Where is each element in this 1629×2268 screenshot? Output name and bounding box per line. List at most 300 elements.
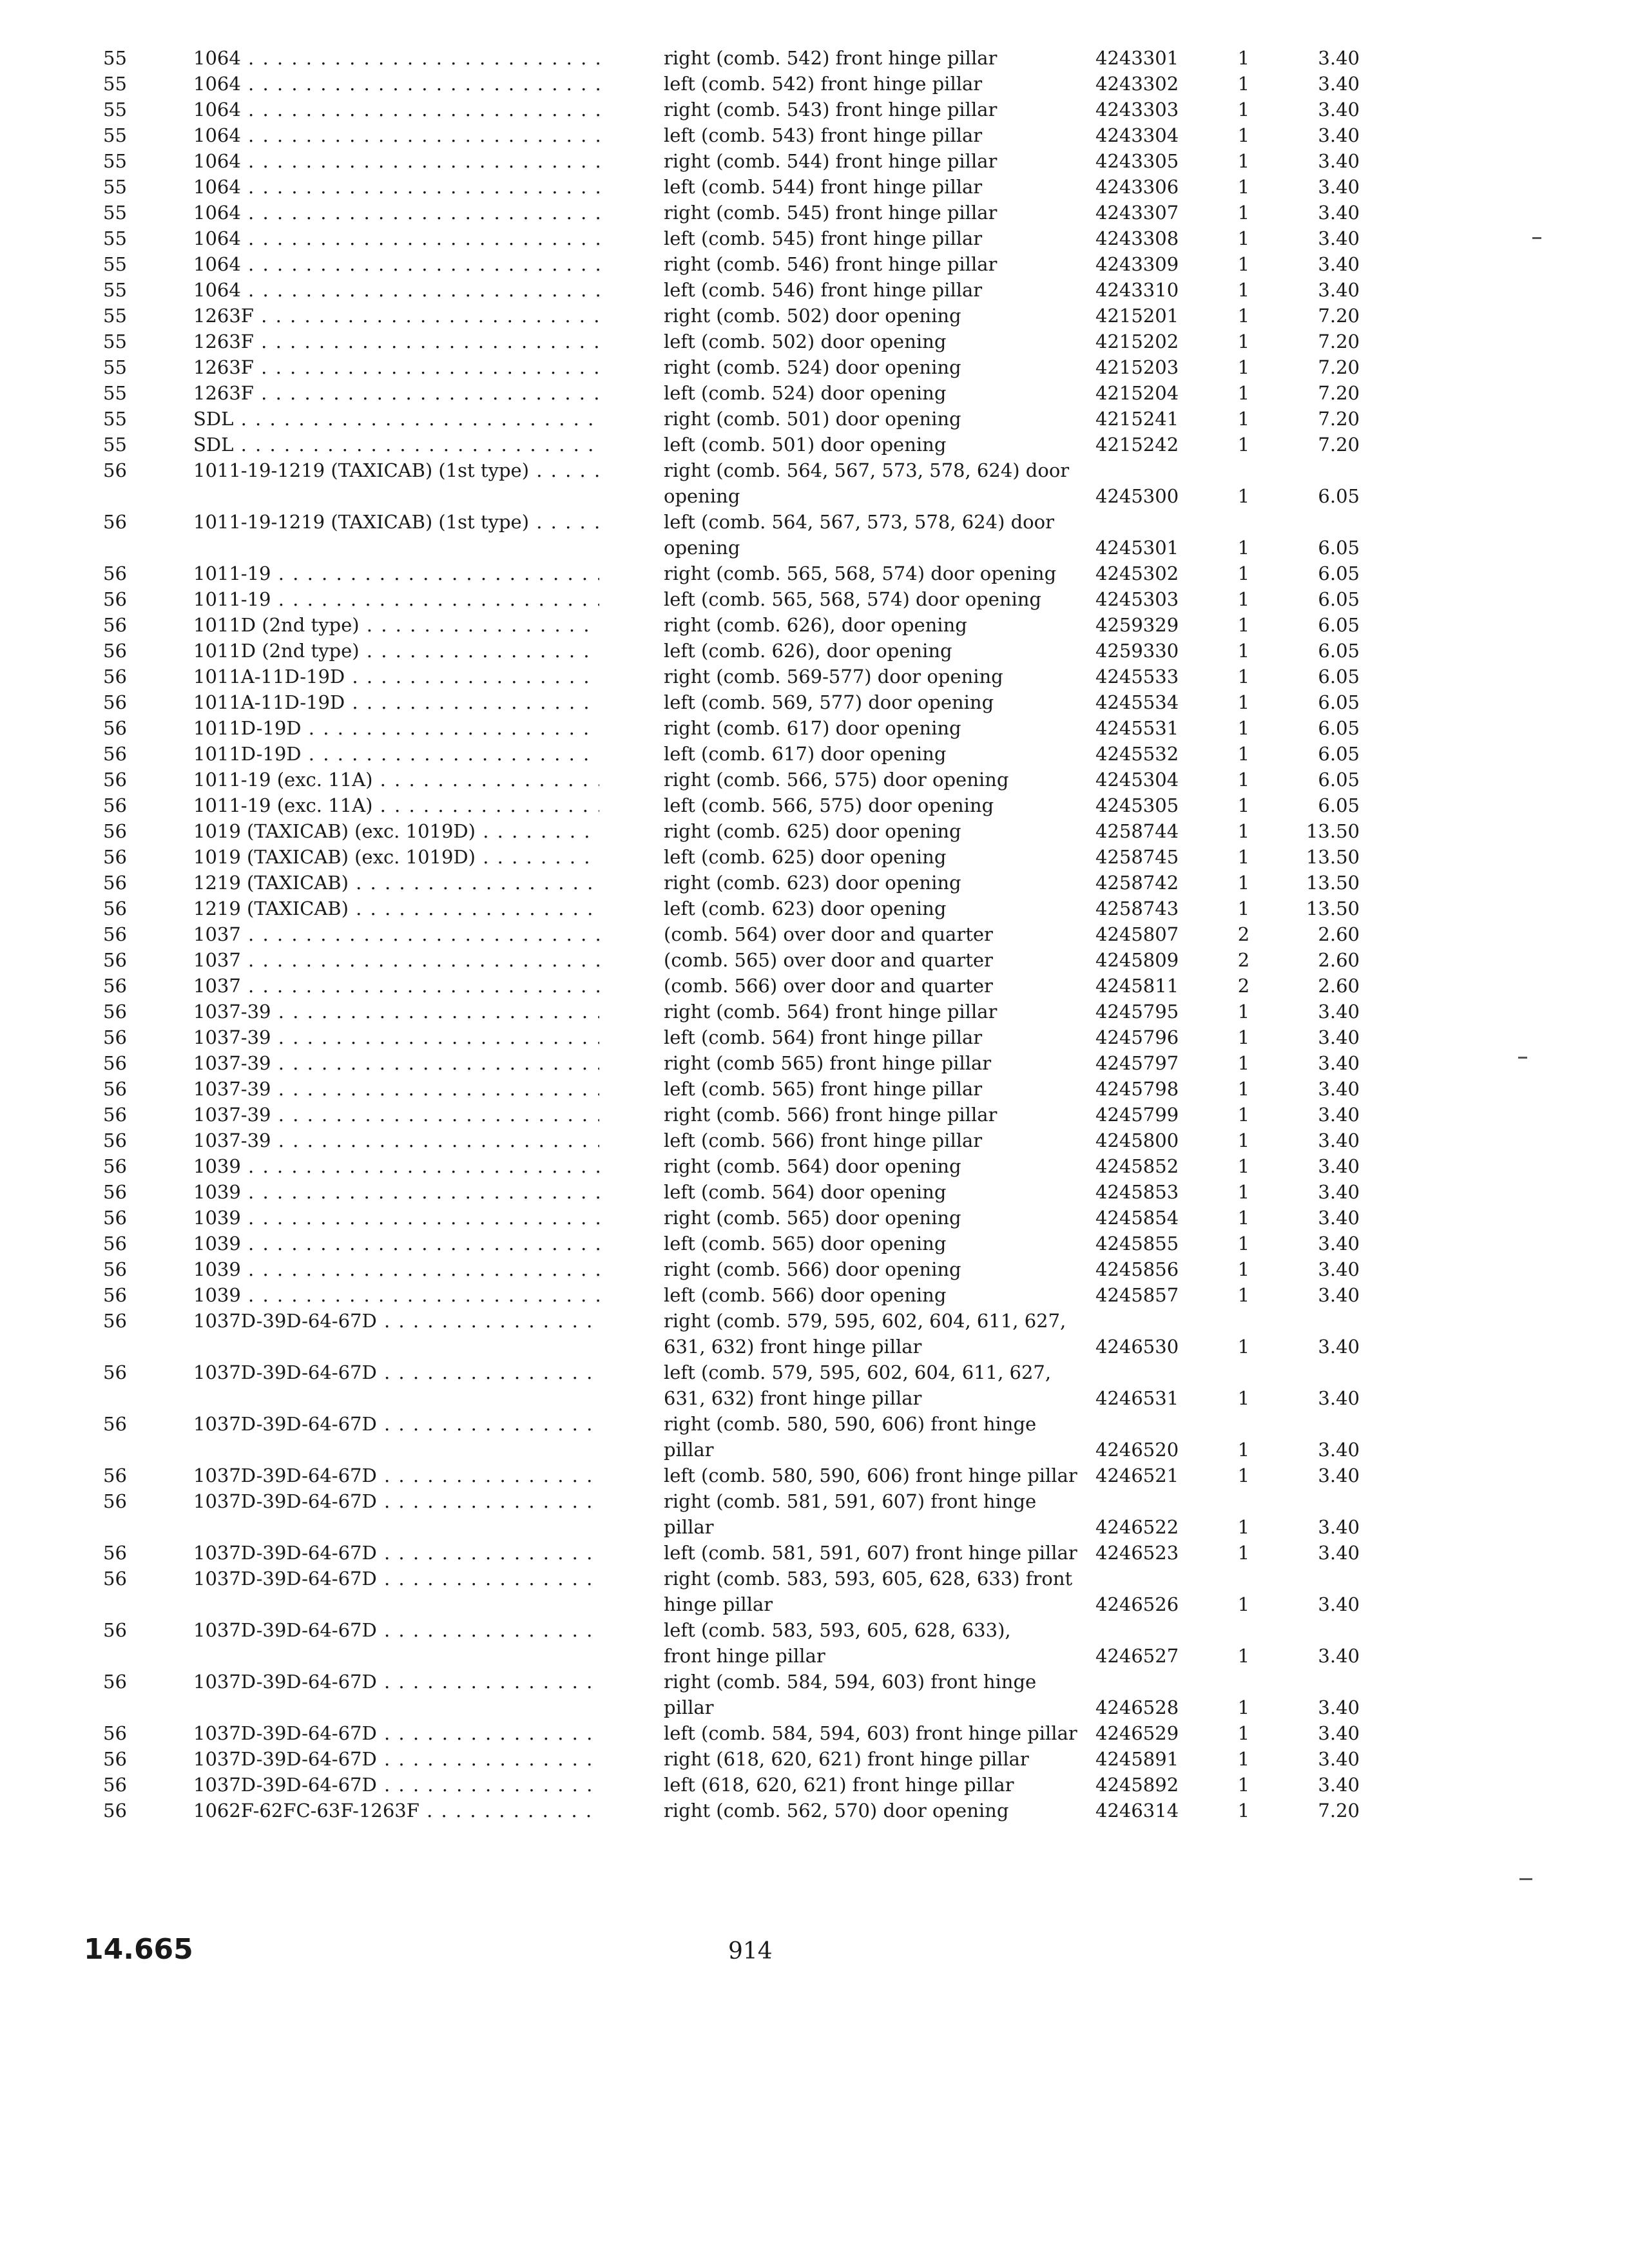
year-cell: 56	[103, 1748, 127, 1770]
description-cell: right (comb. 617) door opening	[664, 717, 961, 739]
model-cell: 1037D-39D-64-67D . . .	[180, 1411, 599, 1437]
description-cell: left (comb. 579, 595, 602, 604, 611, 627, 631, 632) front hinge pillar	[664, 1361, 1052, 1409]
price-cell: 3.40	[1318, 1052, 1360, 1074]
table-row	[84, 921, 1456, 947]
price-cell: 7.20	[1318, 434, 1360, 456]
year-cell: 56	[103, 923, 127, 945]
part-number-cell: 4245302	[1095, 562, 1179, 584]
model-cell: 1037-39 . . .	[180, 1128, 599, 1153]
year-cell: 56	[103, 872, 127, 894]
quantity-cell: 1	[1237, 846, 1250, 868]
quantity-cell: 1	[1237, 1387, 1250, 1409]
model-cell: 1011A-11D-19D . . .	[180, 689, 599, 715]
model-cell: 1037D-39D-64-67D . . .	[180, 1566, 599, 1591]
year-cell: 55	[103, 99, 127, 120]
part-number-cell: 4245854	[1095, 1207, 1179, 1229]
model-cell: 1011-19 . . .	[180, 561, 599, 586]
model-cell: 1039 . . .	[180, 1282, 599, 1308]
model-cell: 1037-39 . . .	[180, 1076, 599, 1102]
quantity-cell: 1	[1237, 227, 1250, 249]
year-cell: 56	[103, 1413, 127, 1435]
year-cell: 56	[103, 1052, 127, 1074]
quantity-cell: 1	[1237, 1129, 1250, 1151]
part-number-cell: 4243304	[1095, 124, 1179, 146]
part-number-cell: 4246531	[1095, 1387, 1179, 1409]
description-cell: right (comb. 502) door opening	[664, 305, 961, 327]
year-cell: 56	[103, 1207, 127, 1229]
part-number-cell: 4245797	[1095, 1052, 1179, 1074]
price-cell: 13.50	[1306, 820, 1360, 842]
table-row	[84, 638, 1456, 664]
model-cell: SDL . . .	[180, 406, 599, 432]
model-cell: 1062F-62FC-63F-1263F . . .	[180, 1798, 599, 1823]
part-number-cell: 4245301	[1095, 537, 1179, 559]
model-cell: 1011-19 (exc. 11A) . . .	[180, 793, 599, 818]
price-cell: 3.40	[1318, 1387, 1360, 1409]
year-cell: 55	[103, 253, 127, 275]
description-cell: right (comb. 562, 570) door opening	[664, 1800, 1009, 1821]
description-cell: right (comb. 546) front hinge pillar	[664, 253, 998, 275]
description-cell: right (comb. 544) front hinge pillar	[664, 150, 998, 172]
description-cell: left (comb. 545) front hinge pillar	[664, 227, 983, 249]
description-cell: left (comb. 502) door opening	[664, 331, 947, 352]
model-cell: 1064 . . .	[180, 148, 599, 174]
table-row	[84, 818, 1456, 844]
table-row	[84, 1772, 1456, 1798]
description-cell: left (comb. 569, 577) door opening	[664, 691, 994, 713]
model-cell: 1064 . . .	[180, 71, 599, 97]
part-number-cell: 4215203	[1095, 356, 1179, 378]
price-cell: 3.40	[1318, 1722, 1360, 1744]
table-row	[84, 303, 1456, 329]
description-cell: left (comb. 524) door opening	[664, 382, 947, 404]
price-cell: 6.05	[1318, 588, 1360, 610]
table-row	[84, 1669, 1456, 1720]
year-cell: 56	[103, 691, 127, 713]
year-cell: 55	[103, 176, 127, 198]
description-cell: left (618, 620, 621) front hinge pillar	[664, 1774, 1014, 1796]
part-number-cell: 4245811	[1095, 975, 1179, 997]
description-cell: right (618, 620, 621) front hinge pillar	[664, 1748, 1029, 1770]
quantity-cell: 1	[1237, 1800, 1250, 1821]
table-row	[84, 1050, 1456, 1076]
table-row	[84, 1102, 1456, 1128]
quantity-cell: 2	[1237, 949, 1250, 971]
description-cell: left (comb. 583, 593, 605, 628, 633), front hinge pillar	[664, 1619, 1011, 1667]
model-cell: 1037D-39D-64-67D . . .	[180, 1669, 599, 1695]
part-number-cell: 4245532	[1095, 743, 1179, 765]
part-number-cell: 4245892	[1095, 1774, 1179, 1796]
description-cell: left (comb. 623) door opening	[664, 898, 947, 919]
quantity-cell: 1	[1237, 73, 1250, 95]
table-row	[84, 380, 1456, 406]
price-cell: 3.40	[1318, 1336, 1360, 1358]
price-cell: 6.05	[1318, 666, 1360, 687]
price-cell: 3.40	[1318, 1155, 1360, 1177]
price-cell: 3.40	[1318, 1645, 1360, 1667]
description-cell: left (comb. 626), door opening	[664, 640, 952, 662]
quantity-cell: 1	[1237, 1722, 1250, 1744]
table-row	[84, 329, 1456, 354]
quantity-cell: 1	[1237, 1593, 1250, 1615]
table-row	[84, 226, 1456, 251]
year-cell: 55	[103, 382, 127, 404]
price-cell: 3.40	[1318, 1542, 1360, 1564]
price-cell: 3.40	[1318, 1284, 1360, 1306]
description-cell: left (comb. 565, 568, 574) door opening	[664, 588, 1041, 610]
quantity-cell: 1	[1237, 1284, 1250, 1306]
year-cell: 55	[103, 150, 127, 172]
part-number-cell: 4259330	[1095, 640, 1179, 662]
table-row	[84, 1179, 1456, 1205]
quantity-cell: 2	[1237, 923, 1250, 945]
quantity-cell: 1	[1237, 588, 1250, 610]
price-cell: 6.05	[1318, 743, 1360, 765]
quantity-cell: 1	[1237, 872, 1250, 894]
model-cell: 1219 (TAXICAB) . . .	[180, 896, 599, 921]
price-cell: 2.60	[1318, 975, 1360, 997]
description-cell: left (comb. 544) front hinge pillar	[664, 176, 983, 198]
part-number-cell: 4245531	[1095, 717, 1179, 739]
quantity-cell: 2	[1237, 975, 1250, 997]
description-cell: right (comb. 583, 593, 605, 628, 633) front hinge pillar	[664, 1568, 1073, 1615]
year-cell: 56	[103, 820, 127, 842]
part-number-cell: 4245798	[1095, 1078, 1179, 1100]
price-cell: 6.05	[1318, 640, 1360, 662]
description-cell: right (comb. 542) front hinge pillar	[664, 47, 998, 69]
table-row	[84, 973, 1456, 999]
year-cell: 56	[103, 1490, 127, 1512]
description-cell: left (comb. 584, 594, 603) front hinge pillar	[664, 1722, 1077, 1744]
table-row	[84, 999, 1456, 1024]
part-number-cell: 4245853	[1095, 1181, 1179, 1203]
quantity-cell: 1	[1237, 331, 1250, 352]
model-cell: 1037-39 . . .	[180, 1102, 599, 1128]
model-cell: 1263F . . .	[180, 354, 599, 380]
quantity-cell: 1	[1237, 1078, 1250, 1100]
part-number-cell: 4215242	[1095, 434, 1179, 456]
part-number-cell: 4258745	[1095, 846, 1179, 868]
description-cell: left (comb. 501) door opening	[664, 434, 947, 456]
table-row	[84, 715, 1456, 741]
table-row	[84, 1566, 1456, 1617]
quantity-cell: 1	[1237, 150, 1250, 172]
description-cell: right (comb 565) front hinge pillar	[664, 1052, 992, 1074]
description-cell: left (comb. 581, 591, 607) front hinge pillar	[664, 1542, 1077, 1564]
margin-mark	[1519, 1878, 1532, 1880]
quantity-cell: 1	[1237, 1542, 1250, 1564]
description-cell: left (comb. 543) front hinge pillar	[664, 124, 983, 146]
year-cell: 56	[103, 614, 127, 636]
description-cell: left (comb. 564) door opening	[664, 1181, 947, 1203]
description-cell: left (comb. 625) door opening	[664, 846, 947, 868]
table-row	[84, 741, 1456, 767]
price-cell: 3.40	[1318, 1696, 1360, 1718]
quantity-cell: 1	[1237, 305, 1250, 327]
quantity-cell: 1	[1237, 1052, 1250, 1074]
model-cell: 1011D (2nd type) . . .	[180, 612, 599, 638]
description-cell: right (comb. 501) door opening	[664, 408, 961, 430]
description-cell: left (comb. 565) door opening	[664, 1233, 947, 1254]
table-row	[84, 277, 1456, 303]
quantity-cell: 1	[1237, 1181, 1250, 1203]
year-cell: 56	[103, 1026, 127, 1048]
model-cell: 1037D-39D-64-67D . . .	[180, 1772, 599, 1798]
year-cell: 55	[103, 331, 127, 352]
description-cell: (comb. 566) over door and quarter	[664, 975, 993, 997]
part-number-cell: 4215202	[1095, 331, 1179, 352]
quantity-cell: 1	[1237, 614, 1250, 636]
description-cell: right (comb. 626), door opening	[664, 614, 967, 636]
part-number-cell: 4245533	[1095, 666, 1179, 687]
part-number-cell: 4245304	[1095, 769, 1179, 791]
year-cell: 56	[103, 1722, 127, 1744]
part-number-cell: 4243302	[1095, 73, 1179, 95]
year-cell: 56	[103, 588, 127, 610]
model-cell: 1263F . . .	[180, 380, 599, 406]
price-cell: 7.20	[1318, 305, 1360, 327]
year-cell: 56	[103, 1568, 127, 1590]
quantity-cell: 1	[1237, 562, 1250, 584]
price-cell: 3.40	[1318, 1748, 1360, 1770]
description-cell: right (comb. 566) door opening	[664, 1258, 961, 1280]
table-row	[84, 1463, 1456, 1488]
model-cell: 1037D-39D-64-67D . . .	[180, 1617, 599, 1643]
year-cell: 56	[103, 898, 127, 919]
price-cell: 3.40	[1318, 1258, 1360, 1280]
model-cell: 1039 . . .	[180, 1231, 599, 1256]
quantity-cell: 1	[1237, 1258, 1250, 1280]
description-cell: right (comb. 543) front hinge pillar	[664, 99, 998, 120]
price-cell: 6.05	[1318, 717, 1360, 739]
quantity-cell: 1	[1237, 279, 1250, 301]
year-cell: 56	[103, 769, 127, 791]
part-number-cell: 4243309	[1095, 253, 1179, 275]
quantity-cell: 1	[1237, 356, 1250, 378]
quantity-cell: 1	[1237, 1233, 1250, 1254]
price-cell: 3.40	[1318, 202, 1360, 224]
model-cell: 1064 . . .	[180, 97, 599, 122]
description-cell: left (comb. 564, 567, 573, 578, 624) door opening	[664, 511, 1054, 559]
model-cell: 1011D (2nd type) . . .	[180, 638, 599, 664]
table-row	[84, 1540, 1456, 1566]
price-cell: 3.40	[1318, 1465, 1360, 1486]
price-cell: 3.40	[1318, 73, 1360, 95]
table-row	[84, 174, 1456, 200]
model-cell: 1037D-39D-64-67D . . .	[180, 1540, 599, 1566]
part-number-cell: 4246314	[1095, 1800, 1179, 1821]
year-cell: 56	[103, 743, 127, 765]
table-row	[84, 586, 1456, 612]
quantity-cell: 1	[1237, 743, 1250, 765]
model-cell: 1039 . . .	[180, 1256, 599, 1282]
table-row	[84, 1231, 1456, 1256]
part-number-cell: 4258742	[1095, 872, 1179, 894]
table-row	[84, 612, 1456, 638]
part-number-cell: 4245799	[1095, 1104, 1179, 1126]
year-cell: 55	[103, 434, 127, 456]
price-cell: 3.40	[1318, 1078, 1360, 1100]
price-cell: 3.40	[1318, 1516, 1360, 1538]
model-cell: 1037 . . .	[180, 973, 599, 999]
quantity-cell: 1	[1237, 1207, 1250, 1229]
quantity-cell: 1	[1237, 382, 1250, 404]
part-number-cell: 4245305	[1095, 794, 1179, 816]
table-row	[84, 1617, 1456, 1669]
model-cell: 1037D-39D-64-67D . . .	[180, 1720, 599, 1746]
year-cell: 56	[103, 1233, 127, 1254]
year-cell: 56	[103, 1129, 127, 1151]
part-number-cell: 4245534	[1095, 691, 1179, 713]
table-row	[84, 1720, 1456, 1746]
price-cell: 7.20	[1318, 408, 1360, 430]
model-cell: 1263F . . .	[180, 329, 599, 354]
part-number-cell: 4215204	[1095, 382, 1179, 404]
table-row	[84, 896, 1456, 921]
part-number-cell: 4246523	[1095, 1542, 1179, 1564]
table-row	[84, 1308, 1456, 1360]
model-cell: 1011D-19D . . .	[180, 715, 599, 741]
table-row	[84, 97, 1456, 122]
year-cell: 56	[103, 1542, 127, 1564]
model-cell: 1037 . . .	[180, 947, 599, 973]
part-number-cell: 4246529	[1095, 1722, 1179, 1744]
table-row	[84, 1746, 1456, 1772]
table-row	[84, 1076, 1456, 1102]
model-cell: 1064 . . .	[180, 45, 599, 71]
part-number-cell: 4246521	[1095, 1465, 1179, 1486]
quantity-cell: 1	[1237, 202, 1250, 224]
description-cell: left (comb. 566) front hinge pillar	[664, 1129, 983, 1151]
part-number-cell: 4246526	[1095, 1593, 1179, 1615]
model-cell: 1037-39 . . .	[180, 1050, 599, 1076]
model-cell: 1064 . . .	[180, 122, 599, 148]
year-cell: 56	[103, 1155, 127, 1177]
price-cell: 6.05	[1318, 769, 1360, 791]
model-cell: 1039 . . .	[180, 1153, 599, 1179]
price-cell: 3.40	[1318, 1439, 1360, 1461]
price-cell: 13.50	[1306, 898, 1360, 919]
year-cell: 56	[103, 1774, 127, 1796]
price-cell: 6.05	[1318, 537, 1360, 559]
price-cell: 3.40	[1318, 176, 1360, 198]
model-cell: 1064 . . .	[180, 226, 599, 251]
year-cell: 55	[103, 202, 127, 224]
quantity-cell: 1	[1237, 47, 1250, 69]
year-cell: 56	[103, 1181, 127, 1203]
quantity-cell: 1	[1237, 769, 1250, 791]
quantity-cell: 1	[1237, 1748, 1250, 1770]
model-cell: 1011-19 (exc. 11A) . . .	[180, 767, 599, 793]
table-row	[84, 793, 1456, 818]
catalog-number: 14.665	[84, 1933, 193, 1966]
part-number-cell: 4243303	[1095, 99, 1179, 120]
table-row	[84, 432, 1456, 457]
year-cell: 56	[103, 640, 127, 662]
quantity-cell: 1	[1237, 434, 1250, 456]
quantity-cell: 1	[1237, 1516, 1250, 1538]
quantity-cell: 1	[1237, 1696, 1250, 1718]
description-cell: right (comb. 623) door opening	[664, 872, 961, 894]
part-number-cell: 4215241	[1095, 408, 1179, 430]
part-number-cell: 4243301	[1095, 47, 1179, 69]
price-cell: 3.40	[1318, 124, 1360, 146]
description-cell: right (comb. 565, 568, 574) door opening	[664, 562, 1057, 584]
quantity-cell: 1	[1237, 124, 1250, 146]
margin-mark	[1518, 1057, 1527, 1059]
year-cell: 56	[103, 1800, 127, 1821]
quantity-cell: 1	[1237, 1465, 1250, 1486]
table-row	[84, 561, 1456, 586]
quantity-cell: 1	[1237, 1001, 1250, 1023]
part-number-cell: 4246522	[1095, 1516, 1179, 1538]
quantity-cell: 1	[1237, 820, 1250, 842]
description-cell: (comb. 564) over door and quarter	[664, 923, 993, 945]
quantity-cell: 1	[1237, 1026, 1250, 1048]
quantity-cell: 1	[1237, 717, 1250, 739]
year-cell: 55	[103, 279, 127, 301]
description-cell: left (comb. 546) front hinge pillar	[664, 279, 983, 301]
year-cell: 56	[103, 949, 127, 971]
description-cell: right (comb. 566, 575) door opening	[664, 769, 1009, 791]
table-row	[84, 457, 1456, 509]
model-cell: 1037D-39D-64-67D . . .	[180, 1488, 599, 1514]
price-cell: 13.50	[1306, 872, 1360, 894]
part-number-cell: 4243308	[1095, 227, 1179, 249]
part-number-cell: 4258744	[1095, 820, 1179, 842]
model-cell: 1019 (TAXICAB) (exc. 1019D) . . .	[180, 844, 599, 870]
description-cell: right (comb. 564) front hinge pillar	[664, 1001, 998, 1023]
model-cell: 1037 . . .	[180, 921, 599, 947]
price-cell: 3.40	[1318, 1129, 1360, 1151]
quantity-cell: 1	[1237, 176, 1250, 198]
quantity-cell: 1	[1237, 537, 1250, 559]
price-cell: 2.60	[1318, 923, 1360, 945]
model-cell: 1064 . . .	[180, 251, 599, 277]
model-cell: 1263F . . .	[180, 303, 599, 329]
quantity-cell: 1	[1237, 408, 1250, 430]
table-row	[84, 354, 1456, 380]
part-number-cell: 4246528	[1095, 1696, 1179, 1718]
description-cell: right (comb. 625) door opening	[664, 820, 961, 842]
description-cell: (comb. 565) over door and quarter	[664, 949, 993, 971]
model-cell: 1011D-19D . . .	[180, 741, 599, 767]
model-cell: 1219 (TAXICAB) . . .	[180, 870, 599, 896]
description-cell: left (comb. 617) door opening	[664, 743, 947, 765]
part-number-cell: 4246530	[1095, 1336, 1179, 1358]
price-cell: 3.40	[1318, 99, 1360, 120]
description-cell: left (comb. 566) door opening	[664, 1284, 947, 1306]
table-row	[84, 870, 1456, 896]
quantity-cell: 1	[1237, 1774, 1250, 1796]
year-cell: 56	[103, 562, 127, 584]
quantity-cell: 1	[1237, 485, 1250, 507]
table-row	[84, 509, 1456, 561]
part-number-cell: 4245795	[1095, 1001, 1179, 1023]
description-cell: right (comb. 564) door opening	[664, 1155, 961, 1177]
year-cell: 56	[103, 1465, 127, 1486]
table-row	[84, 45, 1456, 71]
model-cell: 1064 . . .	[180, 200, 599, 226]
part-number-cell: 4243306	[1095, 176, 1179, 198]
table-row	[84, 767, 1456, 793]
table-row	[84, 1153, 1456, 1179]
part-number-cell: 4243305	[1095, 150, 1179, 172]
description-cell: right (comb. 584, 594, 603) front hinge pillar	[664, 1671, 1037, 1718]
price-cell: 3.40	[1318, 1026, 1360, 1048]
year-cell: 56	[103, 1619, 127, 1641]
model-cell: 1037-39 . . .	[180, 999, 599, 1024]
